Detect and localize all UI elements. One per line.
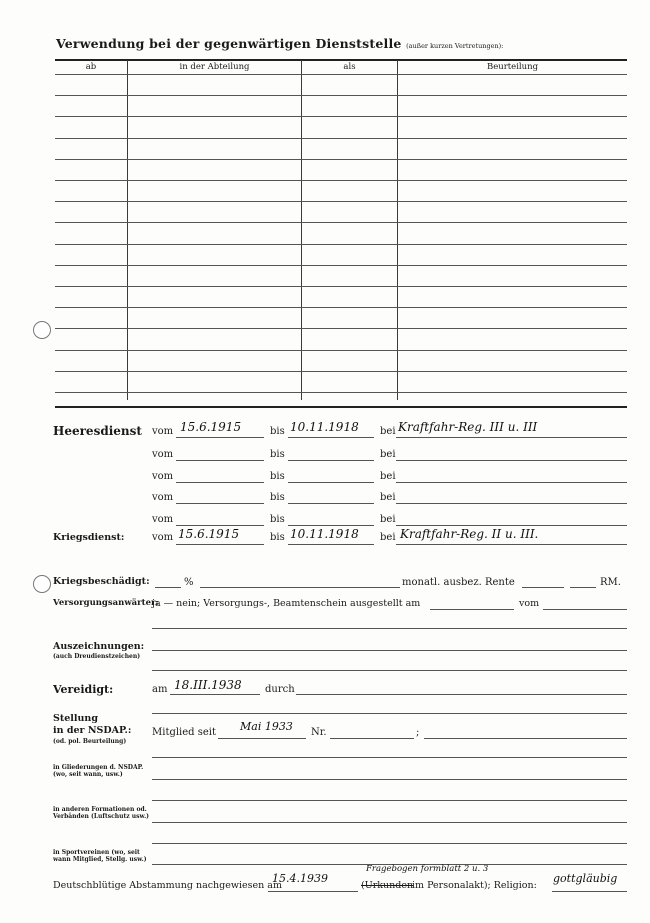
- kriegsdienst-bis-word: bis: [270, 532, 285, 543]
- auszeichnungen-line-1: [152, 650, 627, 651]
- gliederungen-l2: (wo, seit wann, usw.): [53, 771, 123, 778]
- vereidigt-am: am: [152, 684, 168, 695]
- heeres-vom-line: [176, 482, 264, 483]
- kriegsdienst-label: Kriegsdienst:: [53, 532, 125, 543]
- abstammung-religion-line: [552, 891, 627, 892]
- title-text: Verwendung bei der gegenwärtigen Dienststelle: [56, 36, 402, 51]
- heeres-bei-word: bei: [380, 426, 396, 437]
- auszeichnungen-sub: (auch Dreudienstzeichen): [53, 653, 141, 660]
- punch-hole-bottom: [33, 575, 51, 593]
- heeres-bei-word: bei: [380, 471, 396, 482]
- table-row-line: [55, 138, 627, 139]
- heeres-bis-line: [288, 482, 374, 483]
- heeres-vom-word: vom: [152, 426, 174, 437]
- heeres-bis-word: bis: [270, 492, 285, 503]
- heeres-vom-word: vom: [152, 514, 174, 525]
- heeres-bis-word: bis: [270, 426, 285, 437]
- stellung-label-1: Stellung: [53, 713, 98, 724]
- gliederungen-line-2: [152, 779, 627, 780]
- table-row-line: [55, 222, 627, 223]
- kriegsdienst-bei-line: [396, 544, 627, 545]
- kb-line-4: [570, 587, 596, 588]
- kriegsdienst-bis-line: [288, 544, 374, 545]
- col-header-abteilung: in der Abteilung: [179, 62, 250, 72]
- kriegsdienst-vom-word: vom: [152, 532, 174, 543]
- vereidigt-line-2: [152, 713, 627, 714]
- section-divider: [55, 406, 627, 408]
- abstammung-date-line: [268, 891, 358, 892]
- kriegsdienst-vom-value: 15.6.1915: [178, 527, 240, 541]
- table-row-line: [55, 201, 627, 202]
- abstammung-date: 15.4.1939: [272, 872, 328, 885]
- vereidigt-label: Vereidigt:: [53, 683, 114, 696]
- kb-currency: RM.: [600, 577, 621, 588]
- versorgung-line-2: [152, 628, 627, 629]
- heeres-bis-word: bis: [270, 514, 285, 525]
- table-row-line: [55, 74, 627, 75]
- heeres-bei-line: [396, 503, 627, 504]
- page-title: [56, 36, 503, 51]
- heeres-bis-line: [288, 503, 374, 504]
- versorgung-am-line: [430, 609, 514, 610]
- stellung-mitglied: Mitglied seit: [152, 727, 217, 738]
- abstammung-personalakt: im Personalakt); Religion:: [412, 880, 537, 891]
- table-row-line: [55, 392, 627, 393]
- heeres-bis-line: [288, 460, 374, 461]
- kriegsdienst-bei-value: Kraftfahr-Reg. II u. III.: [400, 527, 539, 541]
- abstammung-note: Fragebogen formblatt 2 u. 3: [366, 864, 489, 874]
- heeres-vom-line: [176, 525, 264, 526]
- col-header-als: als: [343, 62, 356, 72]
- heeres-vom-word: vom: [152, 449, 174, 460]
- title-note: (außer kurzen Vertretungen):: [406, 42, 504, 50]
- table-row-line: [55, 265, 627, 266]
- sportvereine-l1: in Sportvereinen (wo, seit: [53, 849, 140, 856]
- heeres-bei-line: [396, 525, 627, 526]
- table-row-line: [55, 328, 627, 329]
- formationen-line-2: [152, 822, 627, 823]
- sportvereine-l2: wann Mitglied, Stellg. usw.): [53, 856, 147, 863]
- heeres-bei-word: bei: [380, 492, 396, 503]
- table-row-line: [55, 286, 627, 287]
- table-row-line: [55, 244, 627, 245]
- heeres-vom-line: [176, 503, 264, 504]
- kriegsdienst-bis-value: 10.11.1918: [290, 527, 359, 541]
- versorgung-vom-line: [543, 609, 627, 610]
- table-row-line: [55, 95, 627, 96]
- kriegsbeschaedigt-label: Kriegsbeschädigt:: [53, 576, 150, 587]
- heeres-bei-line: [396, 460, 627, 461]
- heeres-bei-line: [396, 482, 627, 483]
- vereidigt-date: 18.III.1938: [174, 678, 242, 692]
- vereidigt-am-line: [170, 694, 260, 695]
- table-row-line: [55, 307, 627, 308]
- col-header-beurteilung: Beurteilung: [486, 62, 539, 72]
- heeres-bei-line: [396, 437, 627, 438]
- stellung-nr-line: [330, 738, 414, 739]
- sportvereine-line-1: [152, 843, 627, 844]
- gliederungen-l1: in Gliederungen d. NSDAP.: [53, 764, 144, 771]
- heeres-vom-word: vom: [152, 471, 174, 482]
- stellung-semicolon: ;: [416, 727, 420, 738]
- table-row-line: [55, 371, 627, 372]
- abstammung-religion: gottgläubig: [553, 872, 618, 885]
- abstammung-label: Deutschblütige Abstammung nachgewiesen am: [53, 880, 282, 891]
- vereidigt-durch-line: [296, 694, 627, 695]
- gliederungen-line-1: [152, 757, 627, 758]
- heeres-vom-value: 15.6.1915: [180, 420, 242, 434]
- col-divider-1: [127, 60, 128, 400]
- formationen-l2: Verbänden (Luftschutz usw.): [53, 813, 150, 820]
- abstammung-urkunden: (Urkunden: [361, 880, 414, 891]
- table-top-rule: [55, 59, 627, 61]
- kb-rente: monatl. ausbez. Rente: [402, 577, 515, 588]
- versorgung-label: Versorgungsanwärter:: [53, 598, 159, 608]
- kb-line-1: [155, 587, 181, 588]
- kb-percent: %: [184, 577, 194, 588]
- table-row-line: [55, 159, 627, 160]
- heeres-bis-line: [288, 437, 374, 438]
- heeres-vom-word: vom: [152, 492, 174, 503]
- versorgung-text: ja — nein; Versorgungs-, Beamtenschein ausgestellt am: [152, 598, 421, 609]
- col-divider-3: [397, 60, 398, 400]
- formationen-line-1: [152, 800, 627, 801]
- stellung-since: Mai 1933: [240, 720, 293, 733]
- punch-hole-top: [33, 321, 51, 339]
- col-header-ab: ab: [85, 62, 97, 72]
- heeres-bei-word: bei: [380, 449, 396, 460]
- stellung-sub: (od. pol. Beurteilung): [53, 738, 127, 745]
- formationen-l1: in anderen Formationen od.: [53, 806, 147, 813]
- col-divider-2: [301, 60, 302, 400]
- kriegsdienst-bei-word: bei: [380, 532, 396, 543]
- table-row-line: [55, 350, 627, 351]
- heeres-bei-word: bei: [380, 514, 396, 525]
- auszeichnungen-line-2: [152, 670, 627, 671]
- kriegsdienst-vom-line: [176, 544, 264, 545]
- heeres-bis-word: bis: [270, 471, 285, 482]
- heeres-bei-value: Kraftfahr-Reg. III u. III: [398, 420, 538, 434]
- stellung-label-2: in der NSDAP.:: [53, 725, 132, 736]
- vereidigt-durch: durch: [265, 684, 295, 695]
- kb-line-2: [200, 587, 400, 588]
- kb-line-3: [522, 587, 564, 588]
- heeres-bis-line: [288, 525, 374, 526]
- versorgung-vom: vom: [519, 598, 540, 609]
- auszeichnungen-label: Auszeichnungen:: [53, 641, 145, 652]
- heeres-bis-word: bis: [270, 449, 285, 460]
- table-row-line: [55, 180, 627, 181]
- heeres-bis-value: 10.11.1918: [290, 420, 359, 434]
- heeres-vom-line: [176, 460, 264, 461]
- stellung-nr: Nr.: [311, 727, 327, 738]
- table-row-line: [55, 116, 627, 117]
- heeresdienst-label: Heeresdienst: [53, 424, 142, 438]
- stellung-since-line: [218, 738, 306, 739]
- heeres-vom-line: [176, 437, 264, 438]
- stellung-line-end: [424, 738, 627, 739]
